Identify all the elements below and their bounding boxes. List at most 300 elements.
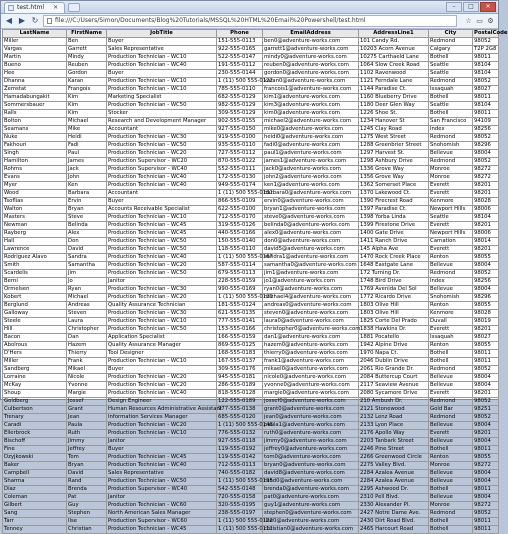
table-cell: Gilbert	[3, 502, 67, 510]
table-cell: Ilse	[67, 518, 107, 526]
table-cell: 2430 Dirt Road Blvd.	[359, 518, 429, 526]
table-cell: Myer	[3, 182, 67, 190]
table-cell: steven0@adventure-works.com	[263, 310, 359, 318]
table-cell: 1648 Eastgate Lane	[359, 262, 429, 270]
table-cell: Production Technician - WC45	[107, 230, 217, 238]
table-cell: 98201	[473, 222, 499, 230]
table-cell: 712-555-0113	[217, 462, 263, 470]
table-cell: michael4@adventure-works.com	[263, 294, 359, 302]
table-cell: 98272	[473, 502, 499, 510]
column-header: Phone	[217, 30, 263, 38]
table-cell: Dan	[67, 334, 107, 342]
minimize-button[interactable]: –	[446, 2, 462, 12]
table-cell: Production Technician - WC45	[107, 454, 217, 462]
table-cell: jossef0@adventure-works.com	[263, 398, 359, 406]
table-cell: 440-555-0166	[217, 230, 263, 238]
table-cell: Production Technician - WC40	[107, 462, 217, 470]
table-cell: Everett	[429, 246, 473, 254]
table-cell: bryan1@adventure-works.com	[263, 206, 359, 214]
table-cell: Everett	[429, 190, 473, 198]
table-cell: Bothell	[429, 54, 473, 62]
table-cell: fadi0@adventure-works.com	[263, 142, 359, 150]
table-cell: mikael0@adventure-works.com	[263, 366, 359, 374]
table-cell: Everett	[429, 430, 473, 438]
table-cell: Ormelsen	[3, 286, 67, 294]
table-cell: Seattle	[429, 102, 473, 110]
table-cell: 98052	[473, 158, 499, 166]
table-cell: Sang	[3, 510, 67, 518]
table-cell: Accountant	[107, 190, 217, 198]
table-row	[3, 382, 499, 390]
table-row	[3, 478, 499, 486]
table-cell: Tsoflias	[3, 198, 67, 206]
table-cell: Fakhouri	[3, 142, 67, 150]
table-row	[3, 526, 499, 534]
table-cell: Production Technician - WC40	[107, 174, 217, 182]
table-cell: Buyer	[107, 198, 217, 206]
table-cell: Thierry	[67, 350, 107, 358]
table-cell: grant0@adventure-works.com	[263, 406, 359, 414]
column-header: PostalCode	[474, 30, 508, 37]
table-row	[3, 70, 499, 78]
table-cell: reuben0@adventure-works.com	[263, 62, 359, 70]
table-cell: Fine	[3, 446, 67, 454]
table-cell: 98272	[473, 166, 499, 174]
table-cell: 145 Alpha Ave	[359, 246, 429, 254]
table-cell: Karan	[67, 78, 107, 86]
table-cell: 1234 Hanover St	[359, 118, 429, 126]
table-cell: Laura	[67, 318, 107, 326]
table-cell: Scardelis	[3, 270, 67, 278]
table-row	[3, 366, 499, 374]
table-cell: Bellevue	[429, 422, 473, 430]
table-cell: Margie	[67, 390, 107, 398]
table-cell: Mindy	[67, 54, 107, 62]
table-cell: 870-555-0122	[217, 158, 263, 166]
table-cell: Smith	[3, 262, 67, 270]
table-cell: 119-555-0192	[217, 446, 263, 454]
table-cell: 922-555-0165	[217, 46, 263, 54]
table-row	[3, 190, 499, 198]
table-cell: Heidi	[67, 134, 107, 142]
table-cell: Stocker	[107, 110, 217, 118]
table-cell: 1411 Ranch Drive	[359, 238, 429, 246]
table-cell: Bellevue	[429, 470, 473, 478]
table-cell: Belinda	[67, 222, 107, 230]
table-cell: 1803 Olive Hill	[359, 302, 429, 310]
table-cell: alex0@adventure-works.com	[263, 230, 359, 238]
table-cell: Sandberg	[3, 366, 67, 374]
table-cell: 98011	[473, 526, 499, 534]
table-cell: Production Technician - WC20	[107, 294, 217, 302]
table-cell: 1 (11) 500 555-0120	[218, 294, 273, 301]
table-cell: 727-555-0112	[217, 150, 263, 158]
table-cell: 98004	[473, 150, 499, 158]
table-cell: Ken	[67, 182, 107, 190]
table-cell: Seattle	[429, 62, 473, 70]
table-cell: Production Supervisor - WC40	[107, 166, 217, 174]
browser-tab[interactable]	[4, 2, 65, 13]
reload-icon[interactable]: ↻	[31, 16, 39, 25]
table-cell: 2465 Harcourt Road	[359, 526, 429, 534]
table-cell: 777-555-0141	[217, 318, 263, 326]
table-cell: Kim	[67, 94, 107, 102]
table-cell: Vargas	[3, 46, 67, 54]
table-cell: 2176 Apollo Way	[359, 430, 429, 438]
toolbar	[1, 14, 498, 29]
table-cell: Bellevue	[429, 374, 473, 382]
table-cell: Hill	[3, 326, 67, 334]
table-row	[3, 326, 499, 334]
column-header: City	[429, 30, 473, 38]
table-cell: 2061 Rio Grande Dr.	[359, 366, 429, 374]
table-cell: 98055	[473, 254, 499, 262]
table-cell: 98055	[473, 342, 499, 350]
table-cell: Redmond	[429, 366, 473, 374]
table-cell: 119-555-0142	[217, 454, 263, 462]
table-cell: ben0@adventure-works.com	[263, 38, 359, 46]
table-cell: Steve	[67, 214, 107, 222]
table-cell: Rand	[67, 478, 107, 486]
table-cell: Bolton	[3, 118, 67, 126]
table-cell: Christopher	[67, 326, 107, 334]
table-cell: Don	[67, 238, 107, 246]
table-row	[3, 150, 499, 158]
table-cell: Renton	[429, 254, 473, 262]
table-cell: Jack	[67, 166, 107, 174]
table-cell: Hee	[3, 70, 67, 78]
table-cell: Seattle	[429, 70, 473, 78]
table-row	[3, 310, 499, 318]
table-cell: North American Sales Manager	[107, 510, 217, 518]
table-cell: Frangois	[67, 86, 107, 94]
table-cell: 1370 Lakewood Ct.	[359, 190, 429, 198]
forward-icon[interactable]: ▶	[18, 16, 26, 25]
table-cell: Bellevue	[429, 262, 473, 270]
table-cell: Production Technician - WC20	[107, 382, 217, 390]
table-row	[3, 230, 499, 238]
table-cell: T2P 2G8	[473, 46, 499, 54]
table-cell: Alex	[67, 230, 107, 238]
table-cell: Miller	[3, 38, 67, 46]
table-cell: 309-555-0129	[217, 110, 263, 118]
table-cell: Steven	[67, 310, 107, 318]
table-cell: 150-555-0140	[217, 238, 263, 246]
table-cell: ervin0@adventure-works.com	[263, 198, 359, 206]
new-tab-button[interactable]	[68, 3, 80, 12]
table-cell: frank1@adventure-works.com	[263, 358, 359, 366]
table-cell: 98011	[473, 54, 499, 62]
table-cell: Janitor	[107, 494, 217, 502]
table-cell: 98052	[473, 366, 499, 374]
table-cell: Miller	[3, 358, 67, 366]
table-row	[3, 414, 499, 422]
column-header: LastName	[3, 30, 67, 38]
table-cell: Goldberg	[3, 398, 67, 406]
table-cell: 1 (11) 500 555-0167	[218, 254, 273, 261]
table-row	[3, 126, 499, 134]
table-cell: 2203 Tanbark Street	[359, 438, 429, 446]
table-cell: garrett1@adventure-works.com	[263, 46, 359, 54]
table-row	[3, 486, 499, 494]
table-cell: 98006	[473, 206, 499, 214]
table-cell: guy1@adventure-works.com	[263, 502, 359, 510]
table-cell: Production Supervisor - WC40	[107, 486, 217, 494]
table-cell: Snohomish	[429, 142, 473, 150]
table-cell: 1298 Ashbury Drive	[359, 158, 429, 166]
table-cell: McKay	[3, 382, 67, 390]
table-cell: hazem0@adventure-works.com	[263, 342, 359, 350]
table-cell: Bryan	[67, 206, 107, 214]
table-cell: 919-555-0100	[217, 134, 263, 142]
table-cell: 2427 Notre Dame Ave.	[359, 510, 429, 518]
table-cell: Bellevue	[429, 150, 473, 158]
table-cell: 98055	[473, 454, 499, 462]
table-cell: Andreas	[67, 302, 107, 310]
table-cell: Production Technician - WC60	[107, 502, 217, 510]
address-bar[interactable]	[43, 15, 457, 27]
table-cell: jeffrey0@adventure-works.com	[263, 446, 359, 454]
table-cell: 1288 Greenbrier Street	[359, 142, 429, 150]
page-menu-icon[interactable]: ▭	[476, 16, 483, 25]
table-cell: 1144 Paradise Ct.	[359, 86, 429, 94]
table-cell: Stephen	[67, 510, 107, 518]
table-cell: 982-555-0129	[217, 102, 263, 110]
table-cell: bryan0@adventure-works.com	[263, 462, 359, 470]
table-cell: yvonne0@adventure-works.com	[263, 382, 359, 390]
table-cell: 1362 Somerset Place	[359, 182, 429, 190]
table-cell: 153-555-0166	[217, 326, 263, 334]
table-cell: Jim	[67, 270, 107, 278]
table-cell: Bothell	[429, 526, 473, 534]
table-cell: 98011	[473, 350, 499, 358]
table-row	[3, 118, 499, 126]
table-cell: nicole0@adventure-works.com	[263, 374, 359, 382]
table-cell: 181-555-0124	[217, 302, 263, 310]
table-cell: 2046 Dublin Drive	[359, 358, 429, 366]
table-row	[3, 222, 499, 230]
table-cell: 712-555-0170	[217, 214, 263, 222]
table-cell: Everett	[429, 182, 473, 190]
table-cell: Production Supervisor - WC60	[107, 518, 217, 526]
column-header: FirstName	[67, 30, 107, 38]
table-cell: Bueno	[3, 62, 67, 70]
table-cell: 98052	[473, 78, 499, 86]
table-cell: Buyer	[107, 70, 217, 78]
table-cell: 98004	[473, 478, 499, 486]
table-cell: Bellevue	[429, 478, 473, 486]
table-cell: 98004	[473, 286, 499, 294]
table-cell: 1 (11) 500 555-0181	[218, 190, 273, 197]
table-cell: 98004	[473, 422, 499, 430]
back-icon[interactable]: ◀	[5, 16, 13, 25]
table-cell: 1 (11) 500 555-0122	[218, 518, 273, 525]
table-row	[3, 254, 499, 262]
table-row	[3, 182, 499, 190]
table-cell: rand0@adventure-works.com	[263, 478, 359, 486]
table-cell: Production Technician - WC50	[107, 270, 217, 278]
table-cell: 1881 Pocatello	[359, 334, 429, 342]
table-cell: 98052	[473, 134, 499, 142]
table-cell: 98251	[473, 406, 499, 414]
table-cell: 319-555-0126	[217, 222, 263, 230]
table-cell: ruth0@adventure-works.com	[263, 430, 359, 438]
table-cell: San Francisco	[429, 118, 473, 126]
table-cell: Steele	[3, 318, 67, 326]
table-cell: Paul	[67, 150, 107, 158]
table-cell: Production Technician - WC50	[107, 102, 217, 110]
table-cell: 98052	[473, 414, 499, 422]
table-cell: John	[67, 174, 107, 182]
table-cell: Redmond	[429, 134, 473, 142]
table-cell: 168-555-0183	[217, 350, 263, 358]
table-cell: 98014	[473, 238, 499, 246]
table-cell: Issaquah	[429, 86, 473, 94]
table-cell: 98104	[473, 62, 499, 70]
table-row	[3, 262, 499, 270]
table-cell: 1297 Harvest St.	[359, 150, 429, 158]
table-cell: 98006	[473, 230, 499, 238]
table-cell: Kobert	[3, 294, 67, 302]
table-cell: Samantha	[67, 262, 107, 270]
table-row	[3, 134, 499, 142]
table-cell: 98201	[473, 182, 499, 190]
close-button[interactable]: ✕	[480, 2, 496, 12]
table-cell: Production Technician - WC30	[107, 310, 217, 318]
table-cell: 1803 Olive Hill	[359, 310, 429, 318]
table-cell: ken1@adventure-works.com	[263, 182, 359, 190]
table-cell: Monroe	[429, 174, 473, 182]
table-cell: Janitor	[107, 438, 217, 446]
table-cell: 1180 Deer Glen Way	[359, 102, 429, 110]
table-cell: Bothell	[429, 358, 473, 366]
table-row	[3, 294, 499, 302]
table-row	[3, 518, 499, 526]
table-cell: 2284 Azalea Avenue	[359, 478, 429, 486]
table-cell: Snohomish	[429, 294, 473, 302]
table-cell: 2310 Pell Blvd.	[359, 494, 429, 502]
table-cell: Production Technician - WC50	[107, 478, 217, 486]
table-cell: Dhanna	[3, 78, 67, 86]
table-cell: barbara0@adventure-works.com	[263, 190, 359, 198]
table-cell: Rayberg	[3, 230, 67, 238]
table-cell: Fadi	[67, 142, 107, 150]
table-header-row	[3, 30, 499, 38]
table-row	[3, 462, 499, 470]
table-cell: 98201	[473, 190, 499, 198]
table-cell: 98004	[473, 382, 499, 390]
table-cell: Kim	[67, 110, 107, 118]
table-cell: 2266 Greenwood Circle	[359, 454, 429, 462]
table-cell: 172 Turning Dr.	[359, 270, 429, 278]
page-icon	[47, 18, 52, 24]
table-cell: 1825 Corte Del Prado	[359, 318, 429, 326]
table-cell: 1275 West Street	[359, 134, 429, 142]
table-row	[3, 246, 499, 254]
table-row	[3, 94, 499, 102]
table-cell: 522-555-0147	[217, 54, 263, 62]
table-row	[3, 38, 499, 46]
table-row	[3, 270, 499, 278]
table-row	[3, 350, 499, 358]
table-cell: Ellerbrock	[3, 430, 67, 438]
maximize-button[interactable]: □	[463, 2, 479, 12]
table-cell: Seamans	[3, 126, 67, 134]
table-cell: gordon0@adventure-works.com	[263, 70, 359, 78]
table-cell: david8@adventure-works.com	[263, 470, 359, 478]
table-cell: Seattle	[429, 214, 473, 222]
table-row	[3, 238, 499, 246]
table-cell: Buyer	[107, 446, 217, 454]
table-cell: Production Technician - WC40	[107, 254, 217, 262]
table-cell: 98055	[473, 302, 499, 310]
table-cell: Newman	[3, 222, 67, 230]
table-cell: 98296	[473, 142, 499, 150]
table-cell: Rohms	[3, 166, 67, 174]
wrench-icon[interactable]: ⚙	[487, 16, 494, 25]
table-cell: Mikael	[67, 366, 107, 374]
table-cell: Jossef	[67, 398, 107, 406]
table-cell: 167-555-0137	[217, 358, 263, 366]
table-cell: christian0@adventure-works.com	[263, 526, 359, 534]
table-cell: David	[67, 246, 107, 254]
table-cell: Redmond	[429, 414, 473, 422]
table-cell: Ruth	[67, 430, 107, 438]
table-cell: 869-555-0125	[217, 342, 263, 350]
table-cell: 98104	[473, 214, 499, 222]
table-row	[3, 86, 499, 94]
table-cell: Sales Representative	[107, 46, 217, 54]
table-cell: Pat	[67, 494, 107, 502]
table-cell: Kim	[67, 102, 107, 110]
table-cell: Production Technician - WC10	[107, 86, 217, 94]
table-cell: john2@adventure-works.com	[263, 174, 359, 182]
table-cell: Dzyjkowski	[3, 454, 67, 462]
table-cell: 118-555-0110	[217, 246, 263, 254]
table-cell: james1@adventure-works.com	[263, 158, 359, 166]
table-row	[3, 102, 499, 110]
table-cell: Sharma	[3, 478, 67, 486]
table-cell: Wood	[3, 190, 67, 198]
table-cell: Tool Designer	[107, 350, 217, 358]
toolbar-tools	[464, 17, 495, 26]
star-icon[interactable]: ☆	[465, 16, 472, 25]
table-cell: jo1@adventure-works.com	[263, 278, 359, 286]
table-cell: Jeffrey	[67, 446, 107, 454]
table-cell: Shoup	[3, 390, 67, 398]
table-cell: 320-555-0195	[217, 502, 263, 510]
table-cell: Newport Hills	[429, 206, 473, 214]
table-cell: Kenmore	[429, 310, 473, 318]
table-cell: Newport Hills	[429, 230, 473, 238]
table-cell: Berglund	[3, 302, 67, 310]
tab-title: test.html	[17, 4, 45, 11]
table-cell: 151-555-0113	[217, 38, 263, 46]
table-row	[3, 110, 499, 118]
table-cell: Bellevue	[429, 382, 473, 390]
table-row	[3, 470, 499, 478]
table-cell: 720-555-0158	[217, 494, 263, 502]
table-row	[3, 342, 499, 350]
table-cell: 552-555-0111	[217, 166, 263, 174]
tab-close-icon[interactable]: ✕	[53, 4, 59, 11]
table-cell: David	[67, 470, 107, 478]
table-cell: 1 (11) 500 555-0122	[218, 78, 273, 85]
table-cell: 1772 Ricardo Drive	[359, 294, 429, 302]
table-cell: Production Technician - WC50	[107, 326, 217, 334]
table-row	[3, 494, 499, 502]
table-cell: christopher0@adventure-works.com	[264, 326, 361, 333]
